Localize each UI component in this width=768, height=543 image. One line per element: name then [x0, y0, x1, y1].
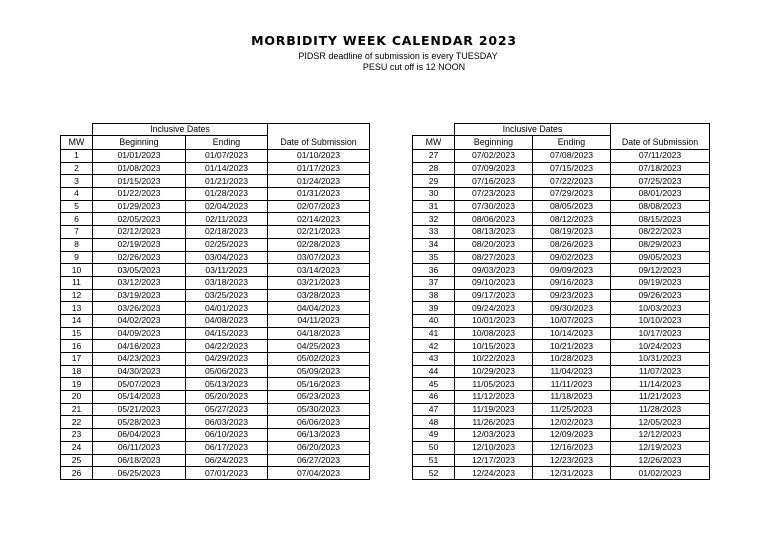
cell-mw: 35	[413, 251, 455, 264]
cell-submission: 04/04/2023	[268, 302, 370, 315]
table-row	[61, 264, 370, 277]
calendar-table-right	[412, 123, 710, 480]
cell-ending: 08/19/2023	[533, 226, 611, 239]
table-row	[413, 175, 710, 188]
cell-beginning: 12/24/2023	[455, 467, 533, 480]
cell-beginning: 11/26/2023	[455, 416, 533, 429]
table-row	[61, 175, 370, 188]
cell-submission: 06/27/2023	[268, 454, 370, 467]
cell-beginning: 09/03/2023	[455, 264, 533, 277]
table-row	[413, 429, 710, 442]
cell-ending: 03/18/2023	[186, 276, 268, 289]
cell-mw: 15	[61, 327, 93, 340]
cell-submission: 09/26/2023	[611, 289, 710, 302]
cell-beginning: 05/28/2023	[93, 416, 186, 429]
cell-mw: 2	[61, 162, 93, 175]
cell-ending: 02/11/2023	[186, 213, 268, 226]
cell-submission: 05/16/2023	[268, 378, 370, 391]
cell-mw: 12	[61, 289, 93, 302]
cell-ending: 11/04/2023	[533, 365, 611, 378]
cell-submission: 07/11/2023	[611, 150, 710, 163]
cell-ending: 09/16/2023	[533, 276, 611, 289]
cell-ending: 03/25/2023	[186, 289, 268, 302]
cell-submission: 08/29/2023	[611, 238, 710, 251]
cell-mw: 33	[413, 226, 455, 239]
cell-beginning: 07/16/2023	[455, 175, 533, 188]
cell-ending: 02/18/2023	[186, 226, 268, 239]
calendar-table-left	[60, 123, 370, 480]
cell-submission: 02/14/2023	[268, 213, 370, 226]
cell-beginning: 10/15/2023	[455, 340, 533, 353]
table-row	[413, 276, 710, 289]
cell-mw: 6	[61, 213, 93, 226]
cell-submission: 05/30/2023	[268, 403, 370, 416]
table-row	[413, 454, 710, 467]
header-blank-right	[268, 124, 370, 136]
cell-ending: 04/01/2023	[186, 302, 268, 315]
cell-mw: 14	[61, 314, 93, 327]
cell-ending: 09/09/2023	[533, 264, 611, 277]
cell-mw: 34	[413, 238, 455, 251]
subtitle-deadline: PIDSR deadline of submission is every TUESDAY	[298, 51, 498, 61]
cell-beginning: 12/17/2023	[455, 454, 533, 467]
cell-mw: 31	[413, 200, 455, 213]
cell-ending: 01/14/2023	[186, 162, 268, 175]
cell-ending: 12/16/2023	[533, 441, 611, 454]
cell-ending: 03/04/2023	[186, 251, 268, 264]
cell-beginning: 04/02/2023	[93, 314, 186, 327]
cell-mw: 18	[61, 365, 93, 378]
cell-submission: 04/18/2023	[268, 327, 370, 340]
cell-mw: 8	[61, 238, 93, 251]
cell-mw: 20	[61, 391, 93, 404]
cell-ending: 06/03/2023	[186, 416, 268, 429]
cell-submission: 04/25/2023	[268, 340, 370, 353]
cell-submission: 10/24/2023	[611, 340, 710, 353]
cell-beginning: 08/27/2023	[455, 251, 533, 264]
cell-beginning: 05/21/2023	[93, 403, 186, 416]
cell-ending: 04/22/2023	[186, 340, 268, 353]
cell-submission: 09/12/2023	[611, 264, 710, 277]
cell-ending: 07/01/2023	[186, 467, 268, 480]
cell-beginning: 09/17/2023	[455, 289, 533, 302]
header-inclusive-dates: Inclusive Dates	[93, 124, 268, 136]
cell-submission: 02/28/2023	[268, 238, 370, 251]
table-row	[61, 162, 370, 175]
table-row	[413, 314, 710, 327]
cell-beginning: 08/06/2023	[455, 213, 533, 226]
cell-mw: 23	[61, 429, 93, 442]
cell-submission: 06/20/2023	[268, 441, 370, 454]
cell-ending: 07/08/2023	[533, 150, 611, 163]
cell-beginning: 02/26/2023	[93, 251, 186, 264]
table-row	[61, 276, 370, 289]
cell-mw: 11	[61, 276, 93, 289]
table-row	[61, 403, 370, 416]
table-row	[61, 340, 370, 353]
table-row	[61, 416, 370, 429]
table-row	[61, 353, 370, 366]
cell-beginning: 07/02/2023	[455, 150, 533, 163]
cell-submission: 08/08/2023	[611, 200, 710, 213]
cell-submission: 11/21/2023	[611, 391, 710, 404]
table-row	[413, 238, 710, 251]
cell-submission: 12/12/2023	[611, 429, 710, 442]
cell-submission: 04/11/2023	[268, 314, 370, 327]
cell-submission: 05/02/2023	[268, 353, 370, 366]
header-blank	[61, 124, 93, 136]
cell-mw: 16	[61, 340, 93, 353]
cell-mw: 38	[413, 289, 455, 302]
cell-beginning: 01/22/2023	[93, 188, 186, 201]
cell-submission: 02/07/2023	[268, 200, 370, 213]
table-row	[61, 251, 370, 264]
cell-ending: 05/27/2023	[186, 403, 268, 416]
cell-beginning: 11/12/2023	[455, 391, 533, 404]
cell-ending: 12/09/2023	[533, 429, 611, 442]
cell-ending: 03/11/2023	[186, 264, 268, 277]
table-row	[61, 454, 370, 467]
cell-beginning: 04/16/2023	[93, 340, 186, 353]
cell-mw: 46	[413, 391, 455, 404]
cell-ending: 01/21/2023	[186, 175, 268, 188]
cell-ending: 01/28/2023	[186, 188, 268, 201]
cell-mw: 27	[413, 150, 455, 163]
cell-submission: 03/28/2023	[268, 289, 370, 302]
cell-submission: 10/10/2023	[611, 314, 710, 327]
table-row	[413, 302, 710, 315]
cell-mw: 3	[61, 175, 93, 188]
cell-mw: 40	[413, 314, 455, 327]
cell-submission: 01/02/2023	[611, 467, 710, 480]
cell-beginning: 04/09/2023	[93, 327, 186, 340]
cell-mw: 19	[61, 378, 93, 391]
cell-ending: 04/15/2023	[186, 327, 268, 340]
cell-ending: 12/02/2023	[533, 416, 611, 429]
cell-mw: 41	[413, 327, 455, 340]
cell-submission: 09/19/2023	[611, 276, 710, 289]
cell-mw: 45	[413, 378, 455, 391]
table-row	[413, 403, 710, 416]
header-ending: Ending	[533, 136, 611, 150]
table-row	[61, 467, 370, 480]
cell-ending: 08/05/2023	[533, 200, 611, 213]
cell-submission: 08/22/2023	[611, 226, 710, 239]
cell-mw: 51	[413, 454, 455, 467]
table-row	[413, 289, 710, 302]
cell-beginning: 05/14/2023	[93, 391, 186, 404]
cell-ending: 06/24/2023	[186, 454, 268, 467]
table-row	[61, 150, 370, 163]
cell-submission: 05/23/2023	[268, 391, 370, 404]
cell-beginning: 10/08/2023	[455, 327, 533, 340]
cell-ending: 10/21/2023	[533, 340, 611, 353]
header-beginning: Beginning	[455, 136, 533, 150]
cell-beginning: 08/20/2023	[455, 238, 533, 251]
cell-ending: 09/02/2023	[533, 251, 611, 264]
table-row	[413, 378, 710, 391]
cell-ending: 12/31/2023	[533, 467, 611, 480]
cell-ending: 10/28/2023	[533, 353, 611, 366]
table-row	[61, 200, 370, 213]
cell-mw: 26	[61, 467, 93, 480]
cell-beginning: 12/03/2023	[455, 429, 533, 442]
table-row	[61, 391, 370, 404]
cell-mw: 29	[413, 175, 455, 188]
table-row	[413, 188, 710, 201]
cell-submission: 01/10/2023	[268, 150, 370, 163]
header-submission: Date of Submission	[268, 136, 370, 150]
cell-mw: 42	[413, 340, 455, 353]
cell-beginning: 09/24/2023	[455, 302, 533, 315]
table-row	[61, 314, 370, 327]
cell-ending: 08/12/2023	[533, 213, 611, 226]
header-blank	[413, 124, 455, 136]
cell-mw: 37	[413, 276, 455, 289]
cell-beginning: 07/09/2023	[455, 162, 533, 175]
cell-ending: 07/29/2023	[533, 188, 611, 201]
table-row	[413, 251, 710, 264]
cell-ending: 10/14/2023	[533, 327, 611, 340]
cell-mw: 22	[61, 416, 93, 429]
cell-ending: 10/07/2023	[533, 314, 611, 327]
cell-submission: 11/14/2023	[611, 378, 710, 391]
cell-submission: 03/07/2023	[268, 251, 370, 264]
cell-mw: 39	[413, 302, 455, 315]
table-row	[413, 340, 710, 353]
cell-ending: 11/25/2023	[533, 403, 611, 416]
table-row	[413, 162, 710, 175]
cell-beginning: 03/12/2023	[93, 276, 186, 289]
table-row	[61, 365, 370, 378]
cell-submission: 06/13/2023	[268, 429, 370, 442]
cell-submission: 01/24/2023	[268, 175, 370, 188]
subtitle-cutoff: PESU cut off is 12 NOON	[362, 62, 466, 72]
cell-mw: 4	[61, 188, 93, 201]
table-row	[413, 416, 710, 429]
cell-mw: 32	[413, 213, 455, 226]
header-ending: Ending	[186, 136, 268, 150]
cell-mw: 9	[61, 251, 93, 264]
cell-submission: 03/14/2023	[268, 264, 370, 277]
cell-ending: 06/10/2023	[186, 429, 268, 442]
cell-mw: 28	[413, 162, 455, 175]
cell-mw: 47	[413, 403, 455, 416]
cell-beginning: 04/23/2023	[93, 353, 186, 366]
header-inclusive-dates: Inclusive Dates	[455, 124, 611, 136]
cell-mw: 17	[61, 353, 93, 366]
cell-ending: 04/29/2023	[186, 353, 268, 366]
cell-mw: 13	[61, 302, 93, 315]
cell-beginning: 06/11/2023	[93, 441, 186, 454]
cell-mw: 30	[413, 188, 455, 201]
cell-beginning: 01/29/2023	[93, 200, 186, 213]
cell-mw: 43	[413, 353, 455, 366]
table-row	[413, 467, 710, 480]
cell-submission: 11/07/2023	[611, 365, 710, 378]
table-row	[61, 238, 370, 251]
cell-beginning: 01/15/2023	[93, 175, 186, 188]
cell-beginning: 02/19/2023	[93, 238, 186, 251]
cell-mw: 44	[413, 365, 455, 378]
table-row	[61, 289, 370, 302]
table-row	[61, 302, 370, 315]
table-row	[61, 226, 370, 239]
cell-beginning: 06/04/2023	[93, 429, 186, 442]
cell-beginning: 11/19/2023	[455, 403, 533, 416]
cell-ending: 02/25/2023	[186, 238, 268, 251]
cell-mw: 21	[61, 403, 93, 416]
header-blank-right	[611, 124, 710, 136]
cell-ending: 06/17/2023	[186, 441, 268, 454]
cell-mw: 36	[413, 264, 455, 277]
cell-beginning: 12/10/2023	[455, 441, 533, 454]
cell-submission: 08/01/2023	[611, 188, 710, 201]
table-row	[61, 327, 370, 340]
header-mw: MW	[413, 136, 455, 150]
cell-beginning: 03/26/2023	[93, 302, 186, 315]
cell-beginning: 10/22/2023	[455, 353, 533, 366]
cell-beginning: 01/01/2023	[93, 150, 186, 163]
cell-ending: 02/04/2023	[186, 200, 268, 213]
cell-submission: 07/04/2023	[268, 467, 370, 480]
cell-beginning: 02/05/2023	[93, 213, 186, 226]
table-row	[413, 150, 710, 163]
cell-mw: 50	[413, 441, 455, 454]
cell-mw: 5	[61, 200, 93, 213]
cell-submission: 03/21/2023	[268, 276, 370, 289]
table-row	[413, 391, 710, 404]
cell-submission: 12/26/2023	[611, 454, 710, 467]
page-title: MORBIDITY WEEK CALENDAR 2023	[251, 33, 517, 48]
table-row	[61, 188, 370, 201]
cell-ending: 07/22/2023	[533, 175, 611, 188]
table-row	[413, 213, 710, 226]
cell-submission: 12/19/2023	[611, 441, 710, 454]
cell-submission: 12/05/2023	[611, 416, 710, 429]
cell-ending: 04/08/2023	[186, 314, 268, 327]
header-beginning: Beginning	[93, 136, 186, 150]
cell-beginning: 10/29/2023	[455, 365, 533, 378]
cell-mw: 49	[413, 429, 455, 442]
cell-mw: 1	[61, 150, 93, 163]
table-row	[61, 441, 370, 454]
cell-ending: 11/18/2023	[533, 391, 611, 404]
cell-beginning: 10/01/2023	[455, 314, 533, 327]
cell-ending: 09/30/2023	[533, 302, 611, 315]
table-row	[413, 441, 710, 454]
cell-submission: 10/17/2023	[611, 327, 710, 340]
cell-submission: 09/05/2023	[611, 251, 710, 264]
cell-beginning: 05/07/2023	[93, 378, 186, 391]
cell-ending: 05/13/2023	[186, 378, 268, 391]
table-row	[413, 365, 710, 378]
cell-beginning: 08/13/2023	[455, 226, 533, 239]
cell-ending: 01/07/2023	[186, 150, 268, 163]
cell-submission: 05/09/2023	[268, 365, 370, 378]
cell-beginning: 04/30/2023	[93, 365, 186, 378]
cell-submission: 11/28/2023	[611, 403, 710, 416]
cell-mw: 7	[61, 226, 93, 239]
table-row	[413, 327, 710, 340]
cell-submission: 01/17/2023	[268, 162, 370, 175]
cell-ending: 08/26/2023	[533, 238, 611, 251]
cell-ending: 05/06/2023	[186, 365, 268, 378]
cell-submission: 07/25/2023	[611, 175, 710, 188]
cell-ending: 09/23/2023	[533, 289, 611, 302]
cell-beginning: 03/05/2023	[93, 264, 186, 277]
cell-mw: 52	[413, 467, 455, 480]
header-mw: MW	[61, 136, 93, 150]
table-row	[61, 429, 370, 442]
cell-beginning: 03/19/2023	[93, 289, 186, 302]
cell-mw: 10	[61, 264, 93, 277]
cell-submission: 06/06/2023	[268, 416, 370, 429]
cell-beginning: 06/25/2023	[93, 467, 186, 480]
header-submission: Date of Submission	[611, 136, 710, 150]
cell-beginning: 07/23/2023	[455, 188, 533, 201]
table-row	[413, 264, 710, 277]
cell-ending: 05/20/2023	[186, 391, 268, 404]
cell-beginning: 06/18/2023	[93, 454, 186, 467]
cell-beginning: 01/08/2023	[93, 162, 186, 175]
cell-submission: 02/21/2023	[268, 226, 370, 239]
cell-beginning: 09/10/2023	[455, 276, 533, 289]
cell-submission: 01/31/2023	[268, 188, 370, 201]
cell-ending: 11/11/2023	[533, 378, 611, 391]
cell-beginning: 11/05/2023	[455, 378, 533, 391]
cell-ending: 12/23/2023	[533, 454, 611, 467]
cell-mw: 48	[413, 416, 455, 429]
table-row	[413, 353, 710, 366]
cell-mw: 25	[61, 454, 93, 467]
cell-ending: 07/15/2023	[533, 162, 611, 175]
cell-mw: 24	[61, 441, 93, 454]
cell-beginning: 02/12/2023	[93, 226, 186, 239]
cell-submission: 10/03/2023	[611, 302, 710, 315]
table-row	[413, 200, 710, 213]
table-row	[413, 226, 710, 239]
cell-beginning: 07/30/2023	[455, 200, 533, 213]
table-row	[61, 213, 370, 226]
cell-submission: 07/18/2023	[611, 162, 710, 175]
cell-submission: 10/31/2023	[611, 353, 710, 366]
cell-submission: 08/15/2023	[611, 213, 710, 226]
table-row	[61, 378, 370, 391]
